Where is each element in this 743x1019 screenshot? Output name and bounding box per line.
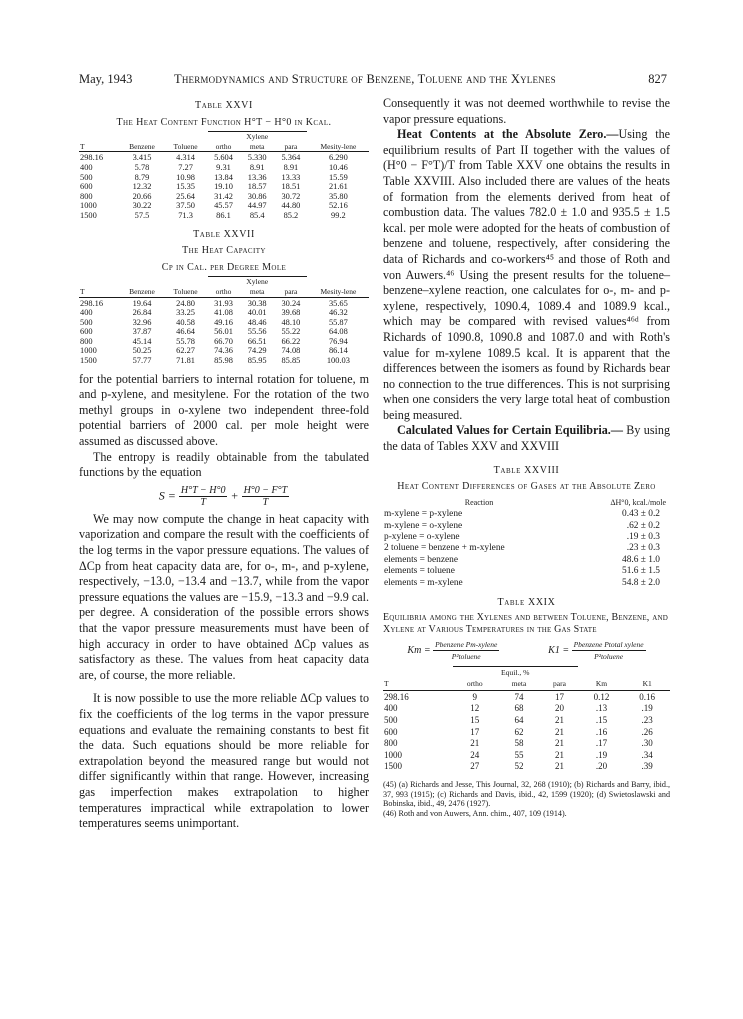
left-paragraph-2: The entropy is readily obtainable from the tabulated functions by the equation xyxy=(79,449,369,480)
table29-row xyxy=(383,703,670,715)
table26-cell: 5.330 xyxy=(247,153,267,163)
table-28-grid xyxy=(383,496,670,589)
table27-cell: 85.98 xyxy=(214,356,233,366)
k1-equation xyxy=(548,639,645,662)
table26-cell: 5.604 xyxy=(214,153,233,163)
eq-fraction-1 xyxy=(179,485,228,508)
table29-cell: 74 xyxy=(514,691,524,702)
table28-value: .62 ± 0.2 xyxy=(626,520,660,531)
table29-cell: 21 xyxy=(554,726,564,737)
table29-cell: 1000 xyxy=(384,749,402,760)
table27-cell: 66.22 xyxy=(281,336,301,346)
eq-den-1: T xyxy=(200,496,206,508)
table28-value: .19 ± 0.3 xyxy=(626,532,660,543)
table27-cell: 19.64 xyxy=(132,298,152,308)
table29-cell: 21 xyxy=(554,715,564,726)
table27-cell: 24.80 xyxy=(176,298,195,308)
eq-num-2: H°0 − F°T xyxy=(243,484,288,496)
table29-cell: .19 xyxy=(595,749,608,760)
table29-header-cell: K1 xyxy=(624,678,670,690)
table29-cell: .30 xyxy=(641,738,653,749)
table28-value: 51.6 ± 1.5 xyxy=(622,566,660,577)
table27-cell: 66.51 xyxy=(247,336,267,346)
table26-cell: 13.84 xyxy=(214,172,233,182)
section-heat-contents-title: Heat Contents at the Absolute Zero.— xyxy=(397,127,619,142)
table28-reaction: m-xylene = o-xylene xyxy=(384,520,463,531)
table29-cell: 21 xyxy=(470,738,480,749)
eq-plus: + xyxy=(230,488,239,503)
eq-lhs: S = xyxy=(158,488,176,503)
table26-cell: 15.35 xyxy=(176,182,195,192)
table29-cell: 15 xyxy=(470,715,480,726)
table26-cell: 8.79 xyxy=(134,172,150,182)
table27-cell: 40.01 xyxy=(247,308,267,318)
table27-cell: 1500 xyxy=(80,356,97,366)
footnote-45: (45) (a) Richards and Jesse, This Journal, 32, 268 (1910); (b) Richards and Barry, ibid., 37, 993 (1915); (c) Richards and Davis, ibid., 42, 1599 (1920); (d) Swietoslawski and Bobinska, ibid., 49, 2476 (1927). xyxy=(383,780,670,809)
table29-cell: .39 xyxy=(641,761,653,772)
table27-cell: 600 xyxy=(80,327,93,337)
table27-cell: 298.16 xyxy=(80,298,104,308)
table27-cell: 76.94 xyxy=(328,336,348,346)
table29-cell: .19 xyxy=(641,703,653,714)
entropy-equation xyxy=(79,485,369,508)
table28-row xyxy=(383,555,670,566)
table-28-col-reaction: Reaction xyxy=(464,497,494,507)
table27-cell: 55.87 xyxy=(328,317,348,327)
table29-header-cell: ortho xyxy=(452,678,498,690)
table26-cell: 400 xyxy=(80,162,93,172)
table29-cell: .26 xyxy=(641,726,653,737)
km-fraction xyxy=(433,639,499,662)
table27-cell: 45.14 xyxy=(132,336,152,346)
table29-cell: 68 xyxy=(514,703,524,714)
table28-row xyxy=(383,578,670,589)
table26-cell: 600 xyxy=(80,182,93,192)
right-column xyxy=(383,96,670,818)
table28-row xyxy=(383,532,670,543)
table27-cell: 41.08 xyxy=(214,308,233,318)
table29-cell: 1500 xyxy=(384,761,402,772)
table29-row xyxy=(383,690,670,703)
table26-cell: 25.64 xyxy=(176,191,195,201)
table27-cell: 86.14 xyxy=(328,346,348,356)
table27-cell: 48.10 xyxy=(281,317,301,327)
table26-cell: 13.36 xyxy=(247,172,267,182)
table26-cell: 298.16 xyxy=(80,153,104,163)
left-paragraph-3: We may now compute the change in heat capacity with vaporization and compare the result with the coefficients of the log terms in the vapor pressure equations. The values of ΔCp from heat capacity data are, for o-, m-, and p-xylene, respectively, −13.0, −13.4 and −13.7, while from the vapor pressure equations the values are −15.9, −13.3 and −9.9 cal. per degree. A consideration of the possible errors shows that the vapor pressure measurements must have been of high accuracy in order to have obtained ΔCp values as satisfactory as these. The values from heat capacity data are, of course, the more reliable. xyxy=(79,511,369,682)
table-27-caption-1: The Heat Capacity xyxy=(182,245,266,257)
table29-cell: 64 xyxy=(514,715,524,726)
table27-cell: 85.85 xyxy=(281,356,301,366)
table27-cell: 49.16 xyxy=(214,317,233,327)
table26-cell: 85.4 xyxy=(249,210,265,220)
table29-cell: 62 xyxy=(514,726,524,737)
running-header xyxy=(79,72,667,88)
table27-cell: 48.46 xyxy=(247,317,267,327)
eq-den-2: T xyxy=(262,496,269,508)
header-title: Thermodynamics and Structure of Benzene, Toluene and the Xylenes xyxy=(174,72,556,86)
k1-fraction xyxy=(572,639,646,662)
table27-row xyxy=(79,327,369,337)
km-num: Pbenzene Pm-xylene xyxy=(435,639,498,649)
table27-cell: 50.25 xyxy=(132,346,152,356)
table29-cell: 58 xyxy=(514,738,524,749)
table28-row xyxy=(383,509,670,520)
table28-reaction: elements = benzene xyxy=(384,554,459,565)
table27-row xyxy=(79,297,369,308)
table26-row xyxy=(79,152,369,163)
table26-cell: 8.91 xyxy=(249,162,265,172)
km-equation xyxy=(407,639,499,662)
table28-reaction: elements = toluene xyxy=(384,566,455,577)
section-equilibria-body: By using the data of Tables XXV and XXVIII xyxy=(383,423,670,454)
table28-reaction: m-xylene = p-xylene xyxy=(384,509,463,520)
table27-cell: 33.25 xyxy=(176,308,195,318)
table26-cell: 1000 xyxy=(80,201,97,211)
table26-cell: 15.59 xyxy=(328,172,348,182)
table26-cell: 31.42 xyxy=(214,191,233,201)
table-29-caption: Equilibria among the Xylenes and between Toluene, Benzene, and Xylene at Various Temperatures in the Gas State xyxy=(383,611,668,635)
table26-cell: 35.80 xyxy=(328,191,348,201)
table29-cell: .34 xyxy=(641,749,653,760)
table26-cell: 10.98 xyxy=(176,172,195,182)
table26-cell: 20.66 xyxy=(132,191,152,201)
table27-cell: 32.96 xyxy=(132,317,152,327)
table28-reaction: elements = m-xylene xyxy=(384,577,463,588)
table27-cell: 74.08 xyxy=(281,346,301,356)
table28-value: 54.8 ± 2.0 xyxy=(622,577,660,588)
table-28-label: Table XXVIII xyxy=(493,464,560,476)
table26-cell: 71.3 xyxy=(178,210,193,220)
table29-row xyxy=(383,750,670,762)
table-28 xyxy=(383,463,670,589)
table26-cell: 12.32 xyxy=(132,182,152,192)
table29-row xyxy=(383,738,670,750)
table26-cell: 7.27 xyxy=(178,162,193,172)
footnote-46: (46) Roth and von Auwers, Ann. chim., 407, 109 (1914). xyxy=(383,808,567,818)
left-paragraph-4: It is now possible to use the more reliable ΔCp values to fix the coefficients of the log terms in the vapor pressure equations and evaluate the remaining constants to best fit the data. Such equations should be more reliable for extrapolation beyond the measured range but would not differ significantly within that range. However, increasing gas imperfection makes extrapolation to higher temperatures impractical while extrapolation to lower temperatures seems unimportant. xyxy=(79,691,369,831)
table27-cell: 85.95 xyxy=(247,356,267,366)
table29-cell: 0.16 xyxy=(639,691,656,702)
table26-header-cell: T xyxy=(79,142,119,152)
table26-cell: 800 xyxy=(80,191,93,201)
left-column xyxy=(79,96,369,832)
table29-header-cell: T xyxy=(383,678,452,690)
table29-header-cell: para xyxy=(540,678,578,690)
table26-cell: 30.22 xyxy=(132,201,152,211)
table26-cell: 10.46 xyxy=(328,162,348,172)
table-26-grid xyxy=(79,131,369,220)
table26-header-cell: para xyxy=(274,142,308,152)
table26-cell: 99.2 xyxy=(331,210,346,220)
table-27-label: Table XXVII xyxy=(193,228,255,240)
table29-cell: 20 xyxy=(554,703,564,714)
table27-header-cell: Benzene xyxy=(119,287,164,297)
k1-lhs: K1 = xyxy=(548,644,570,656)
table29-cell: .16 xyxy=(595,726,608,737)
table29-cell: .17 xyxy=(595,738,608,749)
table27-cell: 66.70 xyxy=(214,336,233,346)
table27-row xyxy=(79,337,369,347)
table27-cell: 31.93 xyxy=(214,298,233,308)
section-equilibria xyxy=(383,423,670,454)
table29-cell: 52 xyxy=(514,761,524,772)
table-28-col-value: ΔH°0, kcal./mole xyxy=(610,497,666,507)
table26-header-cell: Mesity-lene xyxy=(308,142,369,152)
table27-header-cell: Mesity-lene xyxy=(308,287,369,297)
table26-row xyxy=(79,211,369,221)
table27-header-cell: para xyxy=(274,287,308,297)
table26-cell: 85.2 xyxy=(283,210,299,220)
eq-num-1: H°T − H°0 xyxy=(180,484,226,496)
table27-cell: 1000 xyxy=(80,346,97,356)
table-29-equations xyxy=(383,639,670,662)
table26-cell: 4.314 xyxy=(176,153,195,163)
table26-cell: 500 xyxy=(80,172,93,182)
table29-cell: 27 xyxy=(470,761,480,772)
table26-row xyxy=(79,201,369,211)
table26-cell: 21.61 xyxy=(328,182,348,192)
table26-cell: 18.57 xyxy=(247,182,267,192)
table26-row xyxy=(79,182,369,192)
table26-cell: 52.16 xyxy=(328,201,348,211)
table-27 xyxy=(79,227,369,366)
table27-header-cell: ortho xyxy=(207,287,241,297)
table-26-caption: The Heat Content Function H°T − H°0 in Kcal. xyxy=(116,116,332,128)
table28-value: 48.6 ± 1.0 xyxy=(622,554,660,565)
table26-cell: 57.5 xyxy=(134,210,150,220)
right-paragraph-1: Consequently it was not deemed worthwhile to revise the vapor pressure equations. xyxy=(383,96,670,126)
table26-header-cell: Benzene xyxy=(119,142,164,152)
table27-row xyxy=(79,318,369,328)
table29-cell: .13 xyxy=(595,703,608,714)
table29-cell: 24 xyxy=(470,749,480,760)
table27-cell: 46.64 xyxy=(176,327,195,337)
table26-cell: 44.80 xyxy=(281,201,301,211)
table29-cell: 500 xyxy=(384,715,398,726)
table27-cell: 26.84 xyxy=(132,308,152,318)
table27-header-cell: meta xyxy=(240,287,274,297)
table27-cell: 46.32 xyxy=(328,308,348,318)
header-date: May, 1943 xyxy=(79,72,133,86)
table29-cell: .23 xyxy=(641,715,653,726)
table27-header-cell: Toluene xyxy=(164,287,206,297)
km-den: P²toluene xyxy=(451,651,481,661)
table26-cell: 30.72 xyxy=(281,191,301,201)
table27-row xyxy=(79,356,369,366)
table27-cell: 55.78 xyxy=(176,336,195,346)
table29-cell: 400 xyxy=(384,703,398,714)
table29-header-cell: meta xyxy=(498,678,541,690)
km-lhs: Km = xyxy=(407,644,431,656)
table28-row xyxy=(383,566,670,577)
table27-cell: 100.03 xyxy=(326,356,350,366)
table29-cell: .20 xyxy=(595,761,608,772)
table26-cell: 37.50 xyxy=(176,201,195,211)
table29-cell: 21 xyxy=(554,761,564,772)
table26-cell: 1500 xyxy=(80,210,97,220)
table-26-xylene-group: Xylene xyxy=(208,131,307,142)
table-29-grid xyxy=(383,666,670,773)
table26-header-cell: meta xyxy=(240,142,274,152)
table26-cell: 9.31 xyxy=(216,162,231,172)
table26-row xyxy=(79,163,369,173)
table27-cell: 500 xyxy=(80,317,93,327)
table-26 xyxy=(79,98,369,221)
table29-row xyxy=(383,727,670,739)
table27-cell: 74.36 xyxy=(214,346,233,356)
table-27-caption-2: Cp in Cal. per Degree Mole xyxy=(161,261,287,273)
table27-cell: 56.01 xyxy=(214,327,233,337)
section-heat-contents xyxy=(383,127,670,423)
table27-row xyxy=(79,308,369,318)
table-29 xyxy=(383,595,670,773)
table27-cell: 40.58 xyxy=(176,317,195,327)
table27-cell: 62.27 xyxy=(176,346,195,356)
table26-header-cell: Toluene xyxy=(164,142,206,152)
table26-cell: 5.78 xyxy=(134,162,150,172)
table27-cell: 30.38 xyxy=(247,298,267,308)
table27-cell: 64.08 xyxy=(328,327,348,337)
table27-cell: 37.87 xyxy=(132,327,152,337)
table28-value: 0.43 ± 0.2 xyxy=(622,509,660,520)
table26-cell: 8.91 xyxy=(283,162,299,172)
section-heat-contents-body: Using the equilibrium results of Part II together with the values of (H°0 − F°T)/T from Table XXV one obtains the results in Table XXVIII. Also included there are values of the heats of formation from the elements derived from heat of combustion data. The values 782.0 ± 1.0 and 935.5 ± 1.5 kcal. per mole were adopted for the heats of combustion of benzene and toluene, respectively, after considering the data of Richards and co-workers⁴⁵ and those of Roth and von Auwers.⁴⁶ Using the present results for the toluene–benzene–xylene reaction, one calculates for o-, m- and p-xylene, respectively, 1090.4, 1089.4 and 1089.9 kcal., which may be compared with revised values⁴⁶ᵈ from Richards of 1090.8, 1090.8 and 1087.0 and with Roth's value for m-xylene 1089.5 kcal. It is apparent that the differences between the isomers as found by Richards bear no connection to the true differences. This is not surprising when one considers the very large total heat of combustion being measured. xyxy=(383,127,670,422)
table27-cell: 55.22 xyxy=(281,327,301,337)
table29-cell: 17 xyxy=(470,726,480,737)
table26-cell: 86.1 xyxy=(216,210,231,220)
table26-cell: 13.33 xyxy=(281,172,301,182)
page-number: 827 xyxy=(648,72,667,86)
table29-cell: 298.16 xyxy=(384,691,409,702)
table-27-xylene-group: Xylene xyxy=(208,276,307,287)
table29-cell: 9 xyxy=(472,691,477,702)
table28-reaction: 2 toluene = benzene + m-xylene xyxy=(384,543,505,554)
table-26-label: Table XXVI xyxy=(195,100,253,111)
left-paragraph-1: for the potential barriers to internal rotation for toluene, m and p-xylene, and mesitylene. For the rotation of the two methyl groups in o-xylene two independent three-fold potential barriers of 2000 cal. per mole height were assumed as discussed above. xyxy=(79,371,369,449)
table27-cell: 35.65 xyxy=(328,298,348,308)
table27-cell: 71.81 xyxy=(176,356,195,366)
table26-cell: 3.415 xyxy=(132,153,152,163)
table26-cell: 45.57 xyxy=(214,201,233,211)
table27-cell: 30.24 xyxy=(281,298,301,308)
table29-cell: 12 xyxy=(470,703,480,714)
table-27-grid xyxy=(79,276,369,365)
k1-num: Pbenzene Ptotal xylene xyxy=(573,639,644,649)
table29-header-cell: Km xyxy=(579,678,625,690)
table27-cell: 400 xyxy=(80,308,93,318)
table29-cell: 21 xyxy=(554,749,564,760)
table28-row xyxy=(383,543,670,554)
table28-value: .23 ± 0.3 xyxy=(626,543,660,554)
table26-cell: 6.290 xyxy=(328,153,348,163)
table29-cell: 21 xyxy=(554,738,564,749)
table26-row xyxy=(79,173,369,183)
table-29-equil-group: Equil., % xyxy=(453,666,578,679)
table27-cell: 74.29 xyxy=(247,346,267,356)
table27-header-cell: T xyxy=(79,287,119,297)
table-28-caption: Heat Content Differences of Gases at the Absolute Zero xyxy=(397,481,656,493)
section-equilibria-title: Calculated Values for Certain Equilibria.— xyxy=(397,423,623,438)
table26-cell: 18.51 xyxy=(281,182,301,192)
table27-cell: 57.77 xyxy=(132,356,152,366)
table29-cell: .15 xyxy=(595,715,608,726)
table26-cell: 19.10 xyxy=(214,182,233,192)
table29-cell: 0.12 xyxy=(593,691,610,702)
table27-cell: 800 xyxy=(80,336,93,346)
table26-row xyxy=(79,192,369,202)
table27-row xyxy=(79,346,369,356)
table26-header-cell: ortho xyxy=(207,142,241,152)
table27-cell: 39.68 xyxy=(281,308,301,318)
footnotes xyxy=(383,780,670,818)
table26-cell: 44.97 xyxy=(247,201,267,211)
table29-cell: 17 xyxy=(554,691,564,702)
table26-cell: 5.364 xyxy=(281,153,301,163)
table29-cell: 55 xyxy=(514,749,524,760)
eq-fraction-2 xyxy=(242,485,290,508)
table26-cell: 30.86 xyxy=(247,191,267,201)
table29-cell: 600 xyxy=(384,726,398,737)
table27-cell: 55.56 xyxy=(247,327,267,337)
k1-den: P²toluene xyxy=(594,651,624,661)
table28-reaction: p-xylene = o-xylene xyxy=(384,532,460,543)
table-29-label: Table XXIX xyxy=(497,597,556,609)
table29-row xyxy=(383,761,670,773)
table29-cell: 800 xyxy=(384,738,398,749)
table29-row xyxy=(383,715,670,727)
table28-row xyxy=(383,521,670,532)
